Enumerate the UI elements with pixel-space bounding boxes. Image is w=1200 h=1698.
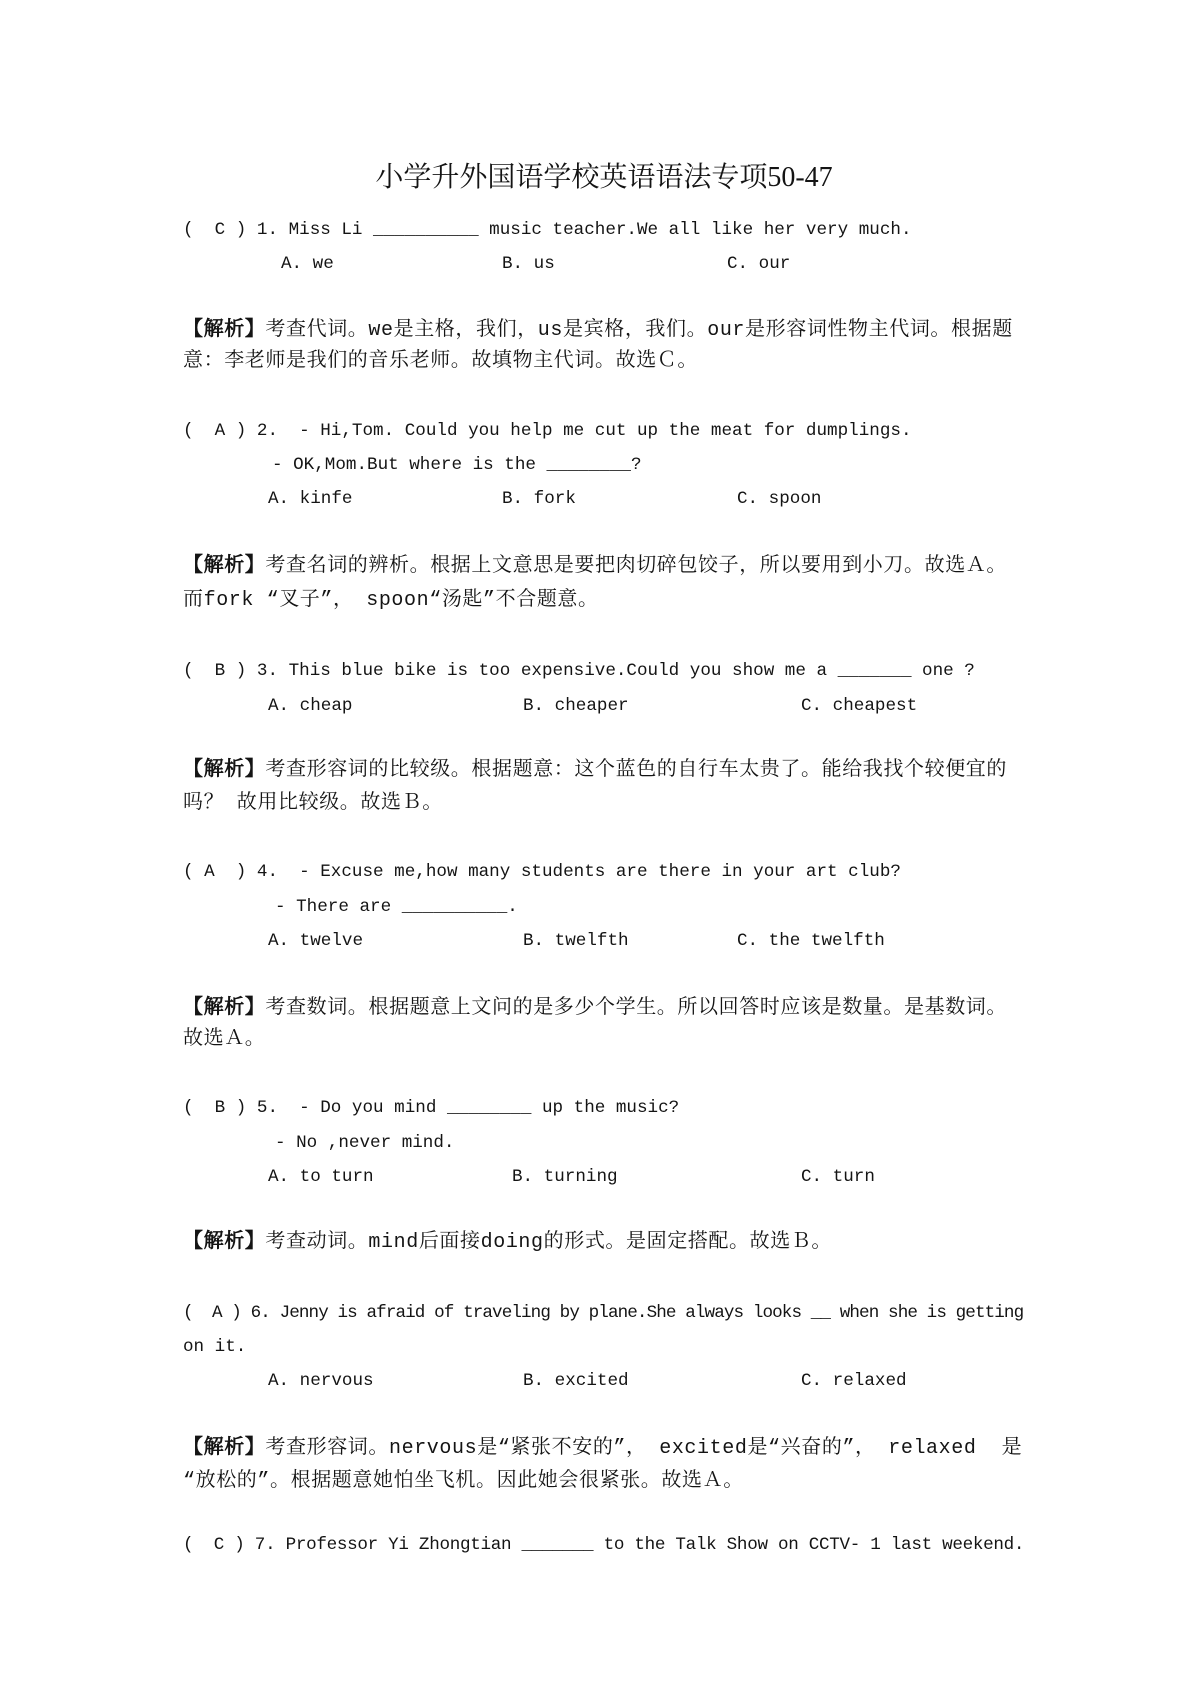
analysis-label: 【解析】 <box>183 555 266 578</box>
question-4-analysis-line-2: 故选Ａ。 <box>183 1028 266 1051</box>
question-2-option-c: C. spoon <box>737 489 822 509</box>
analysis-label: 【解析】 <box>183 319 266 342</box>
analysis-label: 【解析】 <box>183 759 266 782</box>
question-3-analysis-line-1 <box>183 757 1007 785</box>
analysis-text: 考查数词。根据题意上文问的是多少个学生。所以回答时应该是数量。是基数词。 <box>265 997 1008 1020</box>
analysis-text: 考查名词的辨析。根据上文意思是要把肉切碎包饺子，所以要用到小刀。故选Ａ。 <box>265 555 1008 578</box>
question-3-option-b: B. cheaper <box>523 696 629 716</box>
question-6-analysis-line-2: “放松的”。根据题意她怕坐飞机。因此她会很紧张。故选Ａ。 <box>183 1470 744 1493</box>
question-1-analysis-line-2: 意：李老师是我们的音乐老师。故填物主代词。故选Ｃ。 <box>183 350 698 373</box>
question-2-analysis-line-1 <box>183 553 1007 581</box>
question-4-stem-line-1: ( A ) 4. - Excuse me,how many students are there in your art club? <box>183 862 901 882</box>
question-4-option-a: A. twelve <box>268 931 364 951</box>
question-4-option-b: B. twelfth <box>523 931 629 951</box>
question-2-analysis-line-2: 而fork “叉子”， spoon“汤匙”不合题意。 <box>183 589 599 612</box>
question-3-analysis-line-2: 吗？ 故用比较级。故选Ｂ。 <box>183 792 443 815</box>
question-1-option-c: C. our <box>727 254 791 274</box>
question-5-option-c: C. turn <box>801 1167 875 1187</box>
question-6-option-a: A. nervous <box>268 1371 374 1391</box>
question-3-option-c: C. cheapest <box>801 696 918 716</box>
question-4-analysis-line-1 <box>183 995 1007 1023</box>
analysis-label: 【解析】 <box>183 997 266 1020</box>
question-4-stem-line-2: - There are __________. <box>275 897 518 917</box>
analysis-text: 考查形容词。nervous是“紧张不安的”， excited是“兴奋的”， relaxed 是 <box>265 1437 1023 1460</box>
question-6-stem-line-1: ( A ) 6. Jenny is afraid of traveling by plane.She always looks __ when she is getting <box>183 1303 1024 1323</box>
question-3-stem-line-1: ( B ) 3. This blue bike is too expensive.Could you show me a _______ one ? <box>183 661 975 681</box>
question-2-option-a: A. kinfe <box>268 489 353 509</box>
question-1-option-a: A. we <box>281 254 334 274</box>
question-1-stem-line-1: ( C ) 1. Miss Li __________ music teacher.We all like her very much. <box>183 220 912 240</box>
analysis-text: 考查形容词的比较级。根据题意：这个蓝色的自行车太贵了。能给我找个较便宜的 <box>265 759 1008 782</box>
analysis-text: 考查代词。we是主格，我们，us是宾格，我们。our是形容词性物主代词。根据题 <box>265 319 1013 342</box>
question-1-analysis-line-1 <box>183 317 1013 345</box>
question-3-option-a: A. cheap <box>268 696 353 716</box>
question-2-stem-line-1: ( A ) 2. - Hi,Tom. Could you help me cut up the meat for dumplings. <box>183 421 912 441</box>
question-4-option-c: C. the twelfth <box>737 931 885 951</box>
question-6-option-b: B. excited <box>523 1371 629 1391</box>
analysis-text: 考查动词。mind后面接doing的形式。是固定搭配。故选Ｂ。 <box>265 1231 833 1254</box>
question-5-option-b: B. turning <box>512 1167 618 1187</box>
question-5-option-a: A. to turn <box>268 1167 374 1187</box>
question-6-analysis-line-1 <box>183 1435 1022 1463</box>
analysis-label: 【解析】 <box>183 1437 266 1460</box>
question-5-stem-line-2: - No ,never mind. <box>275 1133 455 1153</box>
question-6-stem-line-2: on it. <box>183 1337 247 1357</box>
question-2-option-b: B. fork <box>502 489 576 509</box>
page-title: 小学升外国语学校英语语法专项50-47 <box>375 162 833 193</box>
question-1-option-b: B. us <box>502 254 555 274</box>
question-6-option-c: C. relaxed <box>801 1371 907 1391</box>
question-7-stem-line-1: ( C ) 7. Professor Yi Zhongtian _______ to the Talk Show on CCTV- 1 last weekend. <box>183 1535 1025 1555</box>
question-2-stem-line-2: - OK,Mom.But where is the ________? <box>272 455 642 475</box>
question-5-stem-line-1: ( B ) 5. - Do you mind ________ up the music? <box>183 1098 680 1118</box>
question-5-analysis-line-1 <box>183 1229 832 1257</box>
analysis-label: 【解析】 <box>183 1231 266 1254</box>
